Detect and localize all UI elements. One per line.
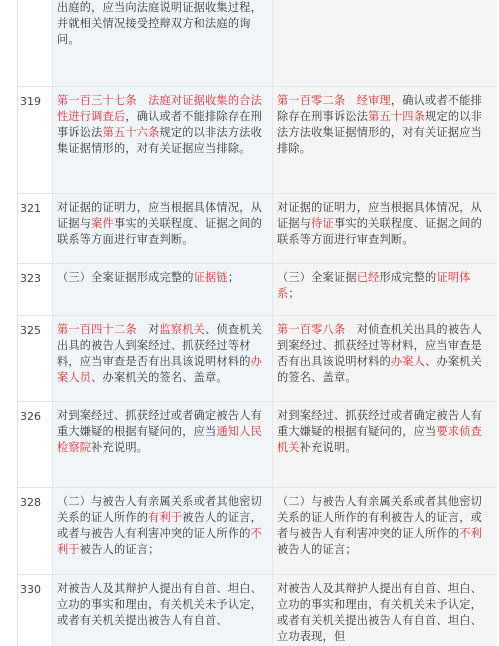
article-number: 319 (20, 95, 41, 108)
highlighted-text: 要求侦查机关 (277, 425, 482, 454)
table-row (18, 316, 497, 402)
article-number: 330 (20, 583, 41, 596)
new-text-cell (53, 0, 273, 86)
article-number-cell (18, 87, 53, 193)
text-segment: 对侦查机关出具的被告人到案经过、抓获经过等材料，应当审查是否有出具该说明材料的 (277, 323, 482, 368)
text-segment: 被告人的证言； (79, 543, 160, 556)
highlighted-text: 第五十四条 (368, 110, 426, 123)
highlighted-text: 第一百四十二条 (57, 323, 137, 336)
article-number-cell (18, 264, 53, 315)
text-segment: 对到案经过、抓获经过或者确定被告人有重大嫌疑的根据有疑问的，应当 (57, 409, 262, 438)
new-text-cell (53, 194, 273, 263)
article-number: 325 (20, 324, 41, 337)
old-text-cell (273, 316, 497, 401)
article-number: 328 (20, 496, 41, 509)
highlighted-text: 办案人员 (57, 355, 262, 384)
text-segment: 被告人的证言，或者与被告人有利害冲突的证人所作的 (57, 511, 262, 540)
article-number-cell (18, 316, 53, 401)
article-number-cell (18, 0, 53, 86)
article-number: 321 (20, 202, 41, 215)
highlighted-text: 案件 (91, 217, 114, 230)
table-row (18, 0, 497, 87)
new-text-cell (53, 316, 273, 401)
article-number: 326 (20, 410, 41, 423)
highlighted-text: 待证 (311, 217, 334, 230)
new-text-cell (53, 488, 273, 574)
highlighted-text: 不利于 (57, 527, 262, 556)
text-segment: ； (227, 271, 240, 284)
table-row (18, 194, 497, 264)
new-text-cell (53, 402, 273, 487)
text-segment: （二）与被告人有亲属关系或者其他密切关系的证人所作的有利被告人的证言，或者与被告人有利害冲突的证人所作的 (277, 495, 482, 540)
old-text-cell (273, 488, 497, 574)
old-text-cell (273, 194, 497, 263)
text-segment: ，确认或者不能排除存在刑事诉讼法 (57, 110, 262, 139)
article-number-cell (18, 194, 53, 263)
table-row (18, 264, 497, 316)
highlighted-text: 第一百三十七条 法庭对证据收集的合法性进行调查后 (57, 94, 262, 123)
text-segment: 、办案机关的签名、盖章。 (91, 371, 228, 384)
text-segment: 对被告人及其辩护人提出有自首、坦白、立功的事实和理由，有关机关未予认定，或者有关机关提出被告人有自首、 (57, 582, 262, 627)
text-segment: （三）全案证据 (277, 271, 357, 284)
text-segment: 事实的关联程度、证据之间的联系等方面进行审查判断。 (57, 217, 262, 246)
text-segment: 事实的关联程度、证据之间的联系等方面进行审查判断。 (277, 217, 482, 246)
old-text-cell (273, 575, 497, 646)
highlighted-text: 证据链 (193, 271, 228, 284)
text-segment: 、办案机关的签名、盖章。 (277, 355, 483, 384)
highlighted-text: 第一百零八条 (277, 323, 346, 336)
table-row (18, 575, 497, 646)
new-text-cell (53, 264, 273, 315)
article-number-cell (18, 575, 53, 646)
text-segment: 被告人的证言； (277, 543, 357, 556)
highlighted-text: 有利于 (148, 511, 183, 524)
text-segment: 对证据的证明力，应当根据具体情况，从证据与 (57, 201, 262, 230)
text-segment: 对到案经过、抓获经过或者确定被告人有重大嫌疑的根据有疑问的，应当 (277, 409, 482, 438)
highlighted-text: 办案人 (390, 355, 426, 368)
article-number: 323 (20, 272, 41, 285)
article-number-cell (18, 402, 53, 487)
text-segment: ； (288, 287, 300, 300)
text-segment: 规定的以非法方法收集证据情形的，对有关证据应当排除。 (57, 126, 263, 155)
old-text-cell (273, 87, 497, 193)
text-segment: 对被告人及其辩护人提出有自首、坦白、立功的事实和理由，有关机关未予认定，或者有关机关提出被告人有自首、坦白、立功表现，但 (277, 582, 482, 643)
text-segment: 规定的以非法方法收集证据情形的，对有关证据应当排除。 (277, 110, 483, 155)
highlighted-text: 已经 (356, 271, 380, 284)
text-segment: 、侦查机关出具的被告人到案经过、抓获经过等材料，应当审查是否有出具该说明材料的 (57, 323, 263, 368)
highlighted-text: 监察机关 (159, 323, 206, 336)
text-segment: 出庭的，应当向法庭说明证据收集过程，并就相关情况接受控辩双方和法庭的询问。 (57, 1, 262, 46)
table-row (18, 488, 497, 575)
highlighted-text: 第一百零二条 经审理 (277, 94, 391, 107)
text-segment: 补充说明。 (299, 441, 357, 454)
text-segment: 对证据的证明力，应当根据具体情况，从证据与 (277, 201, 482, 230)
old-text-cell (273, 264, 497, 315)
new-text-cell (53, 575, 273, 646)
highlighted-text: 第五十六条 (102, 126, 160, 139)
table-row (18, 402, 497, 488)
highlighted-text: 通知人民检察院 (57, 425, 262, 454)
text-segment: （三）全案证据形成完整的 (57, 271, 194, 284)
text-segment: ，确认或者不能排除存在刑事诉讼法 (277, 94, 482, 123)
highlighted-text: 不利 (459, 527, 482, 540)
table-row (18, 87, 497, 194)
article-number-cell (18, 488, 53, 574)
highlighted-text: 证明体系 (277, 271, 471, 300)
new-text-cell (53, 87, 273, 193)
comparison-table (17, 0, 497, 646)
text-segment: （二）与被告人有亲属关系或者其他密切关系的证人所作的 (57, 495, 262, 524)
text-segment: 对 (136, 323, 160, 336)
old-text-cell (273, 0, 497, 86)
text-segment: 补充说明。 (91, 441, 149, 454)
text-segment: 形成完整的 (379, 271, 437, 284)
old-text-cell (273, 402, 497, 487)
